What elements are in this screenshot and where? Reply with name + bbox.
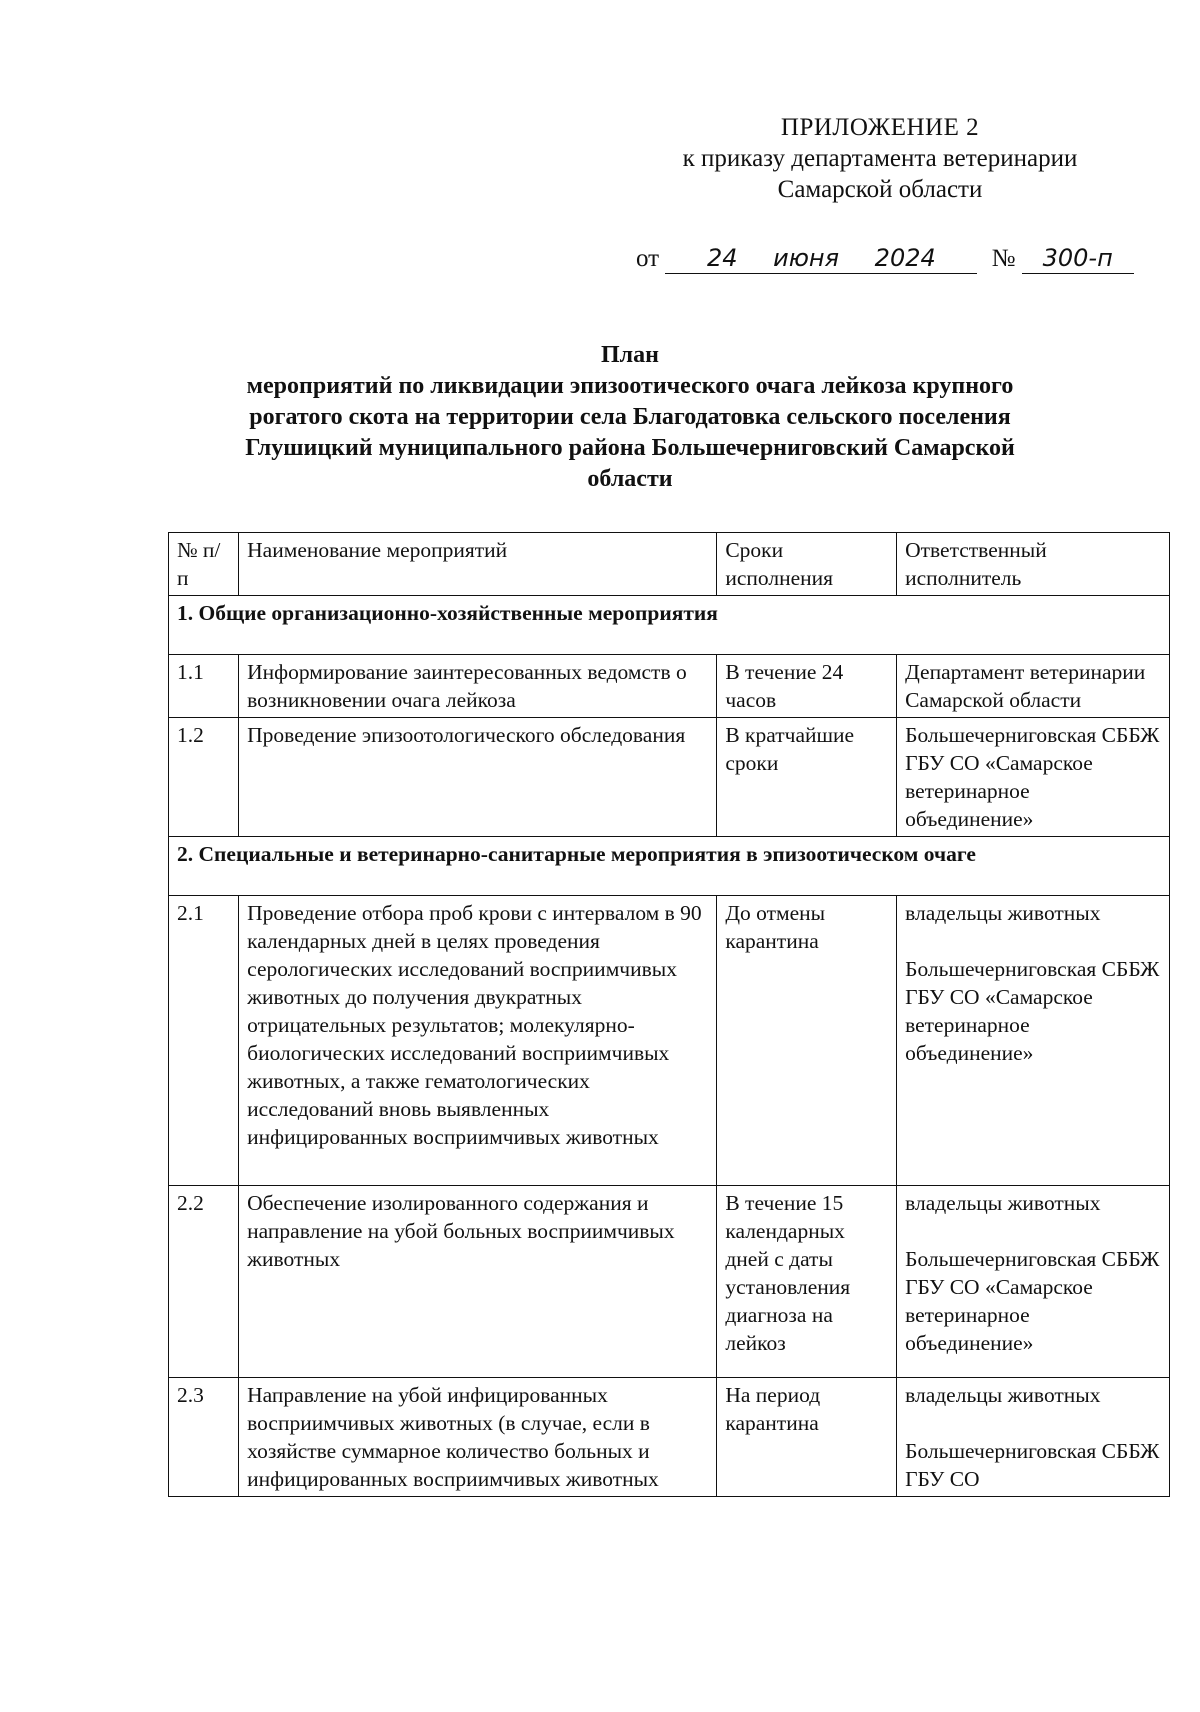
plan-title xyxy=(150,340,1110,495)
table-header-row xyxy=(169,533,1170,596)
table-row xyxy=(169,896,1170,1186)
appendix-title: ПРИЛОЖЕНИЕ 2 xyxy=(780,114,980,141)
plan-title-line1: мероприятий по ликвидации эпизоотического очага лейкоза крупного xyxy=(246,373,1014,399)
resp-owners: владельцы животных xyxy=(905,1191,1101,1215)
row-name: Обеспечение изолированного содержания и направление на убой больных восприимчивых животных xyxy=(239,1186,717,1378)
row-term: На период карантина xyxy=(717,1378,897,1497)
resp-station: Большечерниговская СББЖ ГБУ СО xyxy=(905,1439,1160,1491)
section-row-2 xyxy=(169,837,1170,896)
table-row xyxy=(169,1378,1170,1497)
row-num: 2.1 xyxy=(169,896,239,1186)
row-name: Проведение эпизоотологического обследования xyxy=(239,718,717,837)
row-term: В течение 15 календарных дней с даты установления диагноза на лейкоз xyxy=(717,1186,897,1378)
plan-heading: План xyxy=(601,342,659,368)
order-from-label: от xyxy=(636,245,660,272)
header-resp: Ответственный исполнитель xyxy=(897,533,1170,596)
row-name: Информирование заинтересованных ведомств о возникновении очага лейкоза xyxy=(239,655,717,718)
appendix-block xyxy=(620,112,1140,205)
plan-title-line2: рогатого скота на территории села Благодатовка сельского поселения xyxy=(249,404,1011,430)
row-name: Направление на убой инфицированных восприимчивых животных (в случае, если в хозяйстве суммарное количество больных и инфицированных восприимчивых животных xyxy=(239,1378,717,1497)
appendix-subtitle-line2: Самарской области xyxy=(777,176,983,203)
resp-owners: владельцы животных xyxy=(905,901,1101,925)
row-term: В течение 24 часов xyxy=(717,655,897,718)
row-resp: Департамент ветеринарии Самарской области xyxy=(897,655,1170,718)
row-term: В кратчайшие сроки xyxy=(717,718,897,837)
header-num: № п/п xyxy=(169,533,239,596)
resp-station: Большечерниговская СББЖ ГБУ СО «Самарское ветеринарное объединение» xyxy=(905,957,1160,1065)
row-resp: Большечерниговская СББЖ ГБУ СО «Самарское ветеринарное объединение» xyxy=(897,718,1170,837)
row-term: До отмены карантина xyxy=(717,896,897,1186)
section-row-1 xyxy=(169,596,1170,655)
resp-station: Большечерниговская СББЖ ГБУ СО «Самарское ветеринарное объединение» xyxy=(905,1247,1160,1355)
row-num: 1.2 xyxy=(169,718,239,837)
resp-owners: владельцы животных xyxy=(905,1383,1101,1407)
plan-title-line3: Глушицкий муниципального района Большечерниговский Самарской xyxy=(245,435,1015,461)
row-resp xyxy=(897,1186,1170,1378)
table-row xyxy=(169,655,1170,718)
section-title: 2. Специальные и ветеринарно-санитарные мероприятия в эпизоотическом очаге xyxy=(169,837,1170,896)
row-resp xyxy=(897,1378,1170,1497)
table-row xyxy=(169,718,1170,837)
row-resp xyxy=(897,896,1170,1186)
order-date: 24 июня 2024 xyxy=(665,244,977,274)
plan-title-line4: области xyxy=(587,466,673,492)
row-name: Проведение отбора проб крови с интервалом в 90 календарных дней в целях проведения серологических исследований восприимчивых животных до получения двукратных отрицательных результатов; молекулярно-биологических исследований восприимчивых животных, а также гематологических исследований вновь выявленных инфицированных восприимчивых животных xyxy=(239,896,717,1186)
section-title: 1. Общие организационно-хозяйственные мероприятия xyxy=(169,596,1170,655)
header-name: Наименование мероприятий xyxy=(239,533,717,596)
row-num: 2.2 xyxy=(169,1186,239,1378)
row-num: 2.3 xyxy=(169,1378,239,1497)
order-date-line xyxy=(636,244,1134,274)
measures-table xyxy=(168,532,1170,1497)
row-num: 1.1 xyxy=(169,655,239,718)
order-number: 300-п xyxy=(1022,244,1134,274)
table-row xyxy=(169,1186,1170,1378)
appendix-subtitle-line1: к приказу департамента ветеринарии xyxy=(682,145,1078,172)
header-term: Сроки исполнения xyxy=(717,533,897,596)
order-number-label: № xyxy=(991,245,1016,272)
